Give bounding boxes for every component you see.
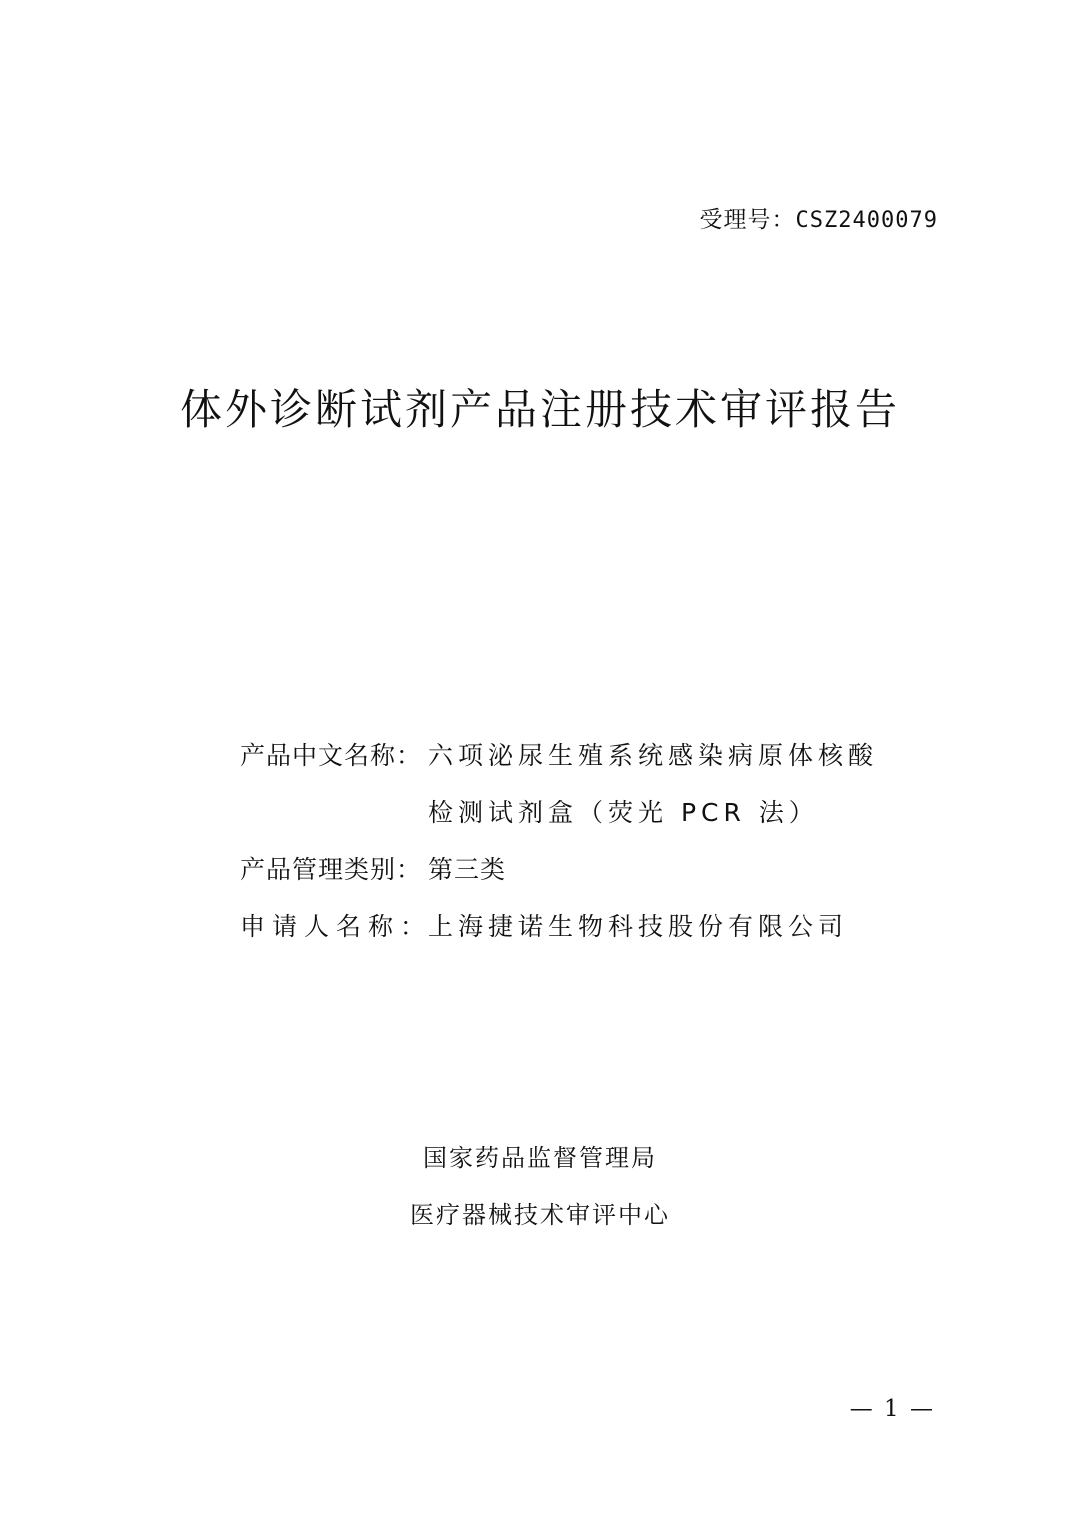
acceptance-number-code: CSZ2400079 bbox=[795, 208, 938, 233]
issuer-center: 医疗器械技术审评中心 bbox=[410, 1201, 670, 1229]
applicant-row bbox=[240, 907, 940, 947]
acceptance-number bbox=[700, 201, 938, 234]
category-label: 产品管理类别： bbox=[240, 855, 423, 884]
product-name-line-2: 检测试剂盒（荧光 PCR 法） bbox=[428, 798, 819, 827]
category-value: 第三类 bbox=[428, 855, 507, 884]
product-info-block bbox=[240, 736, 940, 947]
acceptance-number-label: 受理号： bbox=[699, 207, 796, 233]
applicant-label: 申请人名称： bbox=[240, 912, 433, 941]
issuer-agency: 国家药品监督管理局 bbox=[423, 1144, 657, 1172]
product-name-label: 产品中文名称： bbox=[240, 741, 423, 770]
product-name-value bbox=[428, 736, 940, 833]
product-name-row bbox=[240, 736, 940, 833]
page-number: — 1 — bbox=[849, 1396, 935, 1422]
document-title: 体外诊断试剂产品注册技术审评报告 bbox=[179, 385, 900, 434]
applicant-value: 上海捷诺生物科技股份有限公司 bbox=[428, 912, 849, 941]
product-name-line-1: 六项泌尿生殖系统感染病原体核酸 bbox=[428, 741, 879, 770]
category-row bbox=[240, 850, 940, 890]
